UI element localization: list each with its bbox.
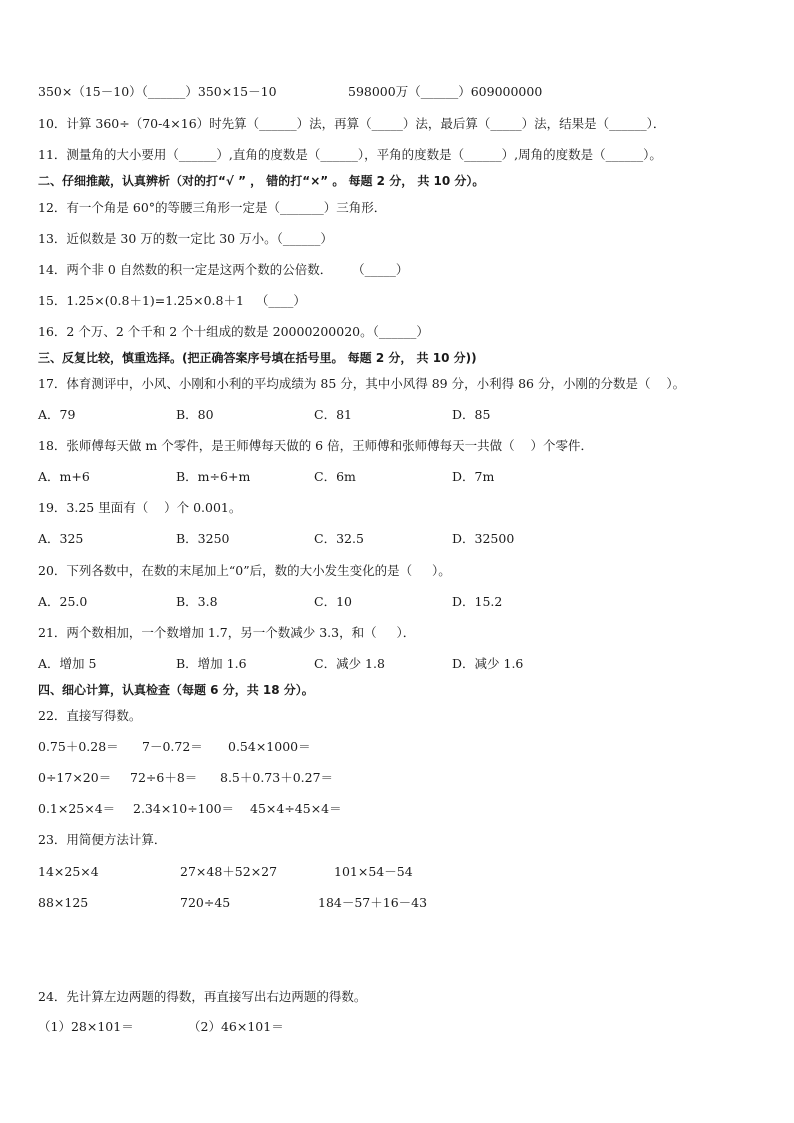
option-c: C．32.5 bbox=[314, 531, 364, 546]
calc-item: 0.54×1000＝ bbox=[228, 739, 311, 754]
option-c: C．减少 1.8 bbox=[314, 656, 385, 671]
calc-item: 0÷17×20＝ bbox=[38, 770, 112, 785]
calc-item: （1）28×101＝ bbox=[38, 1019, 134, 1034]
option-d: D．7m bbox=[452, 469, 495, 484]
question-13: 13．近似数是 30 万的数一定比 30 万小。（______） bbox=[38, 231, 333, 246]
section-2-heading: 二、仔细推敲，认真辨析（对的打“√ ” ， 错的打“×” 。 每题 2 分， 共 10 分）。 bbox=[38, 174, 485, 188]
question-22: 22．直接写得数。 bbox=[38, 708, 142, 723]
option-d: D．32500 bbox=[452, 531, 515, 546]
option-a: A．25.0 bbox=[38, 594, 88, 609]
calc-item: 0.1×25×4＝ bbox=[38, 801, 116, 816]
calc-item: 184－57＋16－43 bbox=[318, 895, 428, 910]
calc-item: 0.75＋0.28＝ bbox=[38, 739, 119, 754]
option-d: D．15.2 bbox=[452, 594, 503, 609]
option-a: A．增加 5 bbox=[38, 656, 97, 671]
question-21: 21．两个数相加，一个数增加 1.7，另一个数减少 3.3，和（ ）． bbox=[38, 625, 416, 640]
section-4-heading: 四、细心计算，认真检查（每题 6 分，共 18 分）。 bbox=[38, 683, 314, 697]
option-a: A．m+6 bbox=[38, 469, 90, 484]
calc-item: 72÷6＋8＝ bbox=[130, 770, 198, 785]
question-10: 10．计算 360÷（70-4×16）时先算（______）法，再算（_____）法，最后算（_____）法，结果是（______）． bbox=[38, 116, 666, 131]
question-19: 19．3.25 里面有（ ）个 0.001。 bbox=[38, 500, 242, 515]
compare-item-2: 598000万（______）609000000 bbox=[348, 84, 543, 99]
calc-item: 720÷45 bbox=[180, 895, 231, 910]
question-11: 11．测量角的大小要用（______）,直角的度数是（______），平角的度数是（______）,周角的度数是（______）。 bbox=[38, 147, 662, 162]
calc-item: 14×25×4 bbox=[38, 864, 99, 879]
option-b: B．80 bbox=[176, 407, 214, 422]
question-14: 14．两个非 0 自然数的积一定是这两个数的公倍数． （_____） bbox=[38, 262, 409, 277]
calc-item: 8.5＋0.73＋0.27＝ bbox=[220, 770, 334, 785]
section-3-heading: 三、反复比较，慎重选择。(把正确答案序号填在括号里。 每题 2 分， 共 10 分)) bbox=[38, 351, 477, 365]
question-24: 24．先计算左边两题的得数，再直接写出右边两题的得数。 bbox=[38, 989, 367, 1004]
option-c: C．10 bbox=[314, 594, 352, 609]
calc-item: 27×48＋52×27 bbox=[180, 864, 278, 879]
question-16: 16．2 个万、2 个千和 2 个十组成的数是 20000200020。（______） bbox=[38, 324, 429, 339]
option-d: D．减少 1.6 bbox=[452, 656, 524, 671]
option-b: B．增加 1.6 bbox=[176, 656, 247, 671]
question-18: 18．张师傅每天做 m 个零件，是王师傅每天做的 6 倍，王师傅和张师傅每天一共做（ ）个零件． bbox=[38, 438, 594, 453]
compare-item-1: 350×（15－10）（______）350×15－10 bbox=[38, 84, 277, 99]
option-a: A．325 bbox=[38, 531, 84, 546]
calc-item: 45×4÷45×4＝ bbox=[250, 801, 342, 816]
calc-item: 7－0.72＝ bbox=[142, 739, 203, 754]
question-12: 12．有一个角是 60°的等腰三角形一定是（_______）三角形． bbox=[38, 200, 387, 215]
option-c: C．81 bbox=[314, 407, 352, 422]
calc-item: （2）46×101＝ bbox=[188, 1019, 284, 1034]
option-b: B．3250 bbox=[176, 531, 230, 546]
option-b: B．m÷6+m bbox=[176, 469, 251, 484]
option-b: B．3.8 bbox=[176, 594, 218, 609]
question-23: 23．用简便方法计算． bbox=[38, 832, 167, 847]
question-15: 15．1.25×(0.8＋1)=1.25×0.8＋1 （____） bbox=[38, 293, 306, 308]
calc-item: 2.34×10÷100＝ bbox=[133, 801, 235, 816]
question-20: 20．下列各数中，在数的末尾加上“0”后，数的大小发生变化的是（ ）。 bbox=[38, 563, 451, 578]
option-d: D．85 bbox=[452, 407, 491, 422]
calc-item: 88×125 bbox=[38, 895, 89, 910]
option-c: C．6m bbox=[314, 469, 356, 484]
calc-item: 101×54－54 bbox=[334, 864, 413, 879]
question-17: 17．体育测评中，小风、小刚和小利的平均成绩为 85 分，其中小风得 89 分，小利得 86 分，小刚的分数是（ ）。 bbox=[38, 376, 686, 391]
option-a: A．79 bbox=[38, 407, 76, 422]
